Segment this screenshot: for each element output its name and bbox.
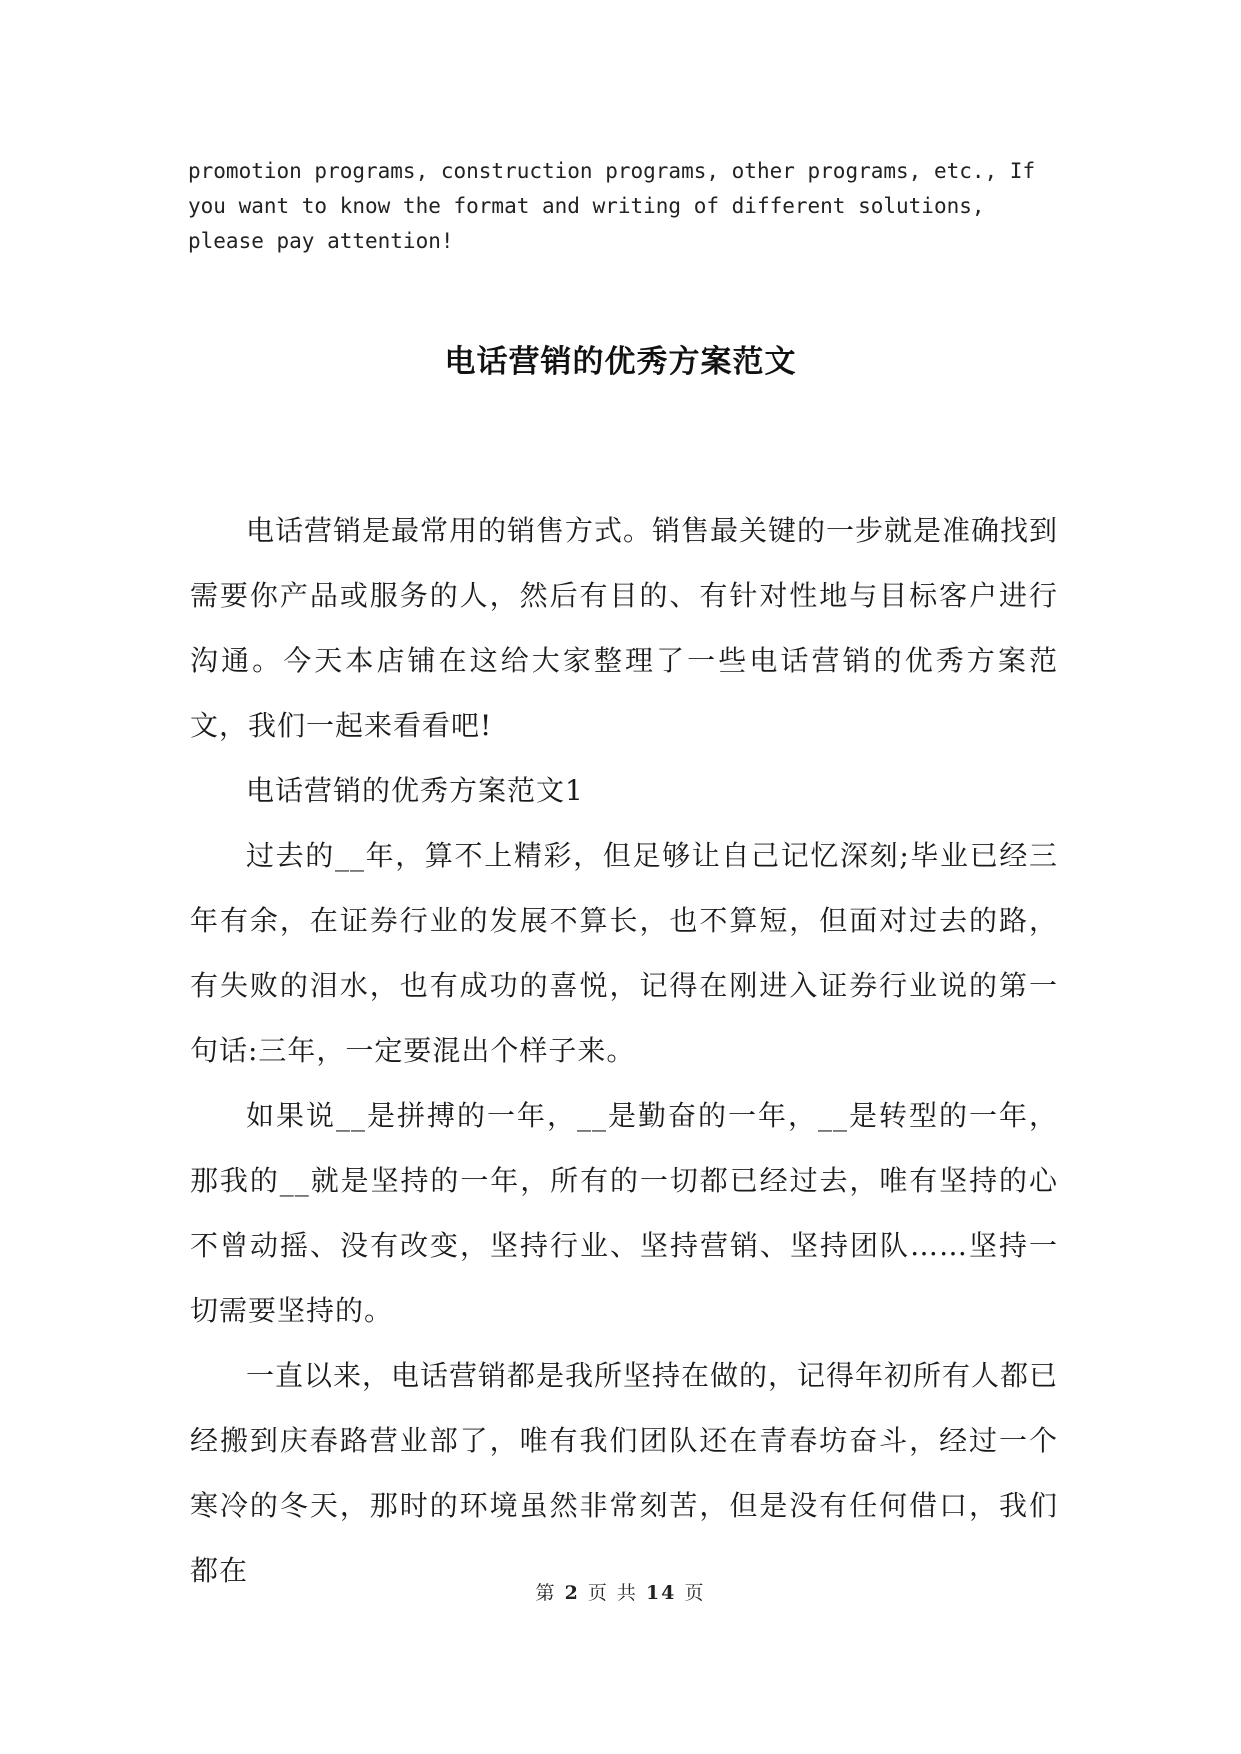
paragraph: 过去的__年，算不上精彩，但足够让自己记忆深刻;毕业已经三年有余，在证券行业的发展不算长，也不算短，但面对过去的路，有失败的泪水，也有成功的喜悦，记得在刚进入证券行业说的第一句话:三年，一定要混出个样子来。 <box>190 839 1058 1067</box>
section-heading: 电话营销的优秀方案范文1 <box>246 774 584 807</box>
paragraph-intro: 电话营销是最常用的销售方式。销售最关键的一步就是准确找到需要你产品或服务的人，然后有目的、有针对性地与目标客户进行沟通。今天本店铺在这给大家整理了一些电话营销的优秀方案范文，我们一起来看看吧! <box>190 514 1059 742</box>
paragraph: 一直以来，电话营销都是我所坚持在做的，记得年初所有人都已经搬到庆春路营业部了，唯有我们团队还在青春坊奋斗，经过一个寒冷的冬天，那时的环境虽然非常刻苦，但是没有任何借口，我们都在 <box>190 1359 1059 1587</box>
current-page-number: 2 <box>564 1582 580 1604</box>
total-pages-number: 14 <box>645 1582 677 1604</box>
intro-text: promotion programs, construction programs, other programs, etc., If you want to know the format and writing of different solutions, please pay attention! <box>188 159 1036 253</box>
footer-suffix: 页 <box>684 1582 706 1604</box>
footer-middle: 页 共 <box>587 1582 638 1604</box>
footer-prefix: 第 <box>535 1582 557 1604</box>
paragraph: 如果说__是拼搏的一年，__是勤奋的一年，__是转型的一年，那我的__就是坚持的一年，所有的一切都已经过去，唯有坚持的心不曾动摇、没有改变，坚持行业、坚持营销、坚持团队……坚持一切需要坚持的。 <box>190 1099 1058 1327</box>
document-body <box>190 498 1058 1603</box>
document-title: 电话营销的优秀方案范文 <box>444 344 797 380</box>
page-footer <box>0 1578 1241 1605</box>
